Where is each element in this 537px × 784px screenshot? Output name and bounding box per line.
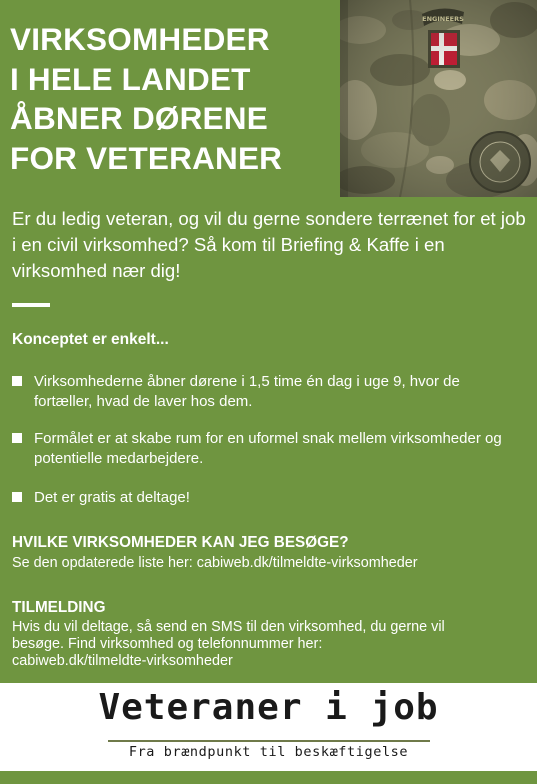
bullet-square-icon <box>12 492 22 502</box>
signup-text <box>12 619 527 670</box>
bullet-square-icon <box>12 376 22 386</box>
brand-logo-text: Veteraner i job <box>98 687 439 728</box>
concept-heading: Konceptet er enkelt... <box>12 331 169 348</box>
list-item-text: Virksomhederne åbner dørene i 1,5 time én dag i uge 9, hvor de fortæller, hvad de laver hos dem. <box>34 373 460 410</box>
tagline: Fra brændpunkt til beskæftigelse <box>128 744 409 760</box>
list-item <box>12 488 522 508</box>
soldier-uniform-photo <box>340 0 537 197</box>
companies-heading: HVILKE VIRKSOMHEDER KAN JEG BESØGE? <box>12 534 349 551</box>
headline-line: FOR VETERANER <box>10 139 283 176</box>
signup-link[interactable]: cabiweb.dk/tilmeldte-virksomheder <box>12 653 233 669</box>
signup-line: besøge. Find virksomhed og telefonnummer her: <box>12 636 323 652</box>
brand-rule <box>108 740 430 742</box>
bullet-square-icon <box>12 433 22 443</box>
divider <box>12 303 50 307</box>
intro-text: Er du ledig veteran, og vil du gerne sondere terrænet for et job i en civil virksomhed? Så kom til Briefing & Kaffe i en virksomhed nær dig! <box>12 208 526 281</box>
footer-logo <box>0 683 537 784</box>
headline <box>10 20 340 178</box>
bottom-band <box>0 771 537 784</box>
signup-line: Hvis du vil deltage, så send en SMS til den virksomhed, du gerne vil <box>12 619 445 635</box>
list-item <box>12 372 522 411</box>
headline-line: I HELE LANDET <box>10 60 251 97</box>
headline-line: VIRKSOMHEDER <box>10 21 270 57</box>
list-item-text: Formålet er at skabe rum for en uformel snak mellem virksomheder og potentielle medarbejdere. <box>34 430 502 467</box>
signup-heading: TILMELDING <box>12 599 106 616</box>
list-item <box>12 429 522 468</box>
headline-line: ÅBNER DØRENE <box>10 100 268 136</box>
companies-text: Se den opdaterede liste her: cabiweb.dk/tilmeldte-virksomheder <box>12 555 418 571</box>
list-item-text: Det er gratis at deltage! <box>34 489 190 506</box>
